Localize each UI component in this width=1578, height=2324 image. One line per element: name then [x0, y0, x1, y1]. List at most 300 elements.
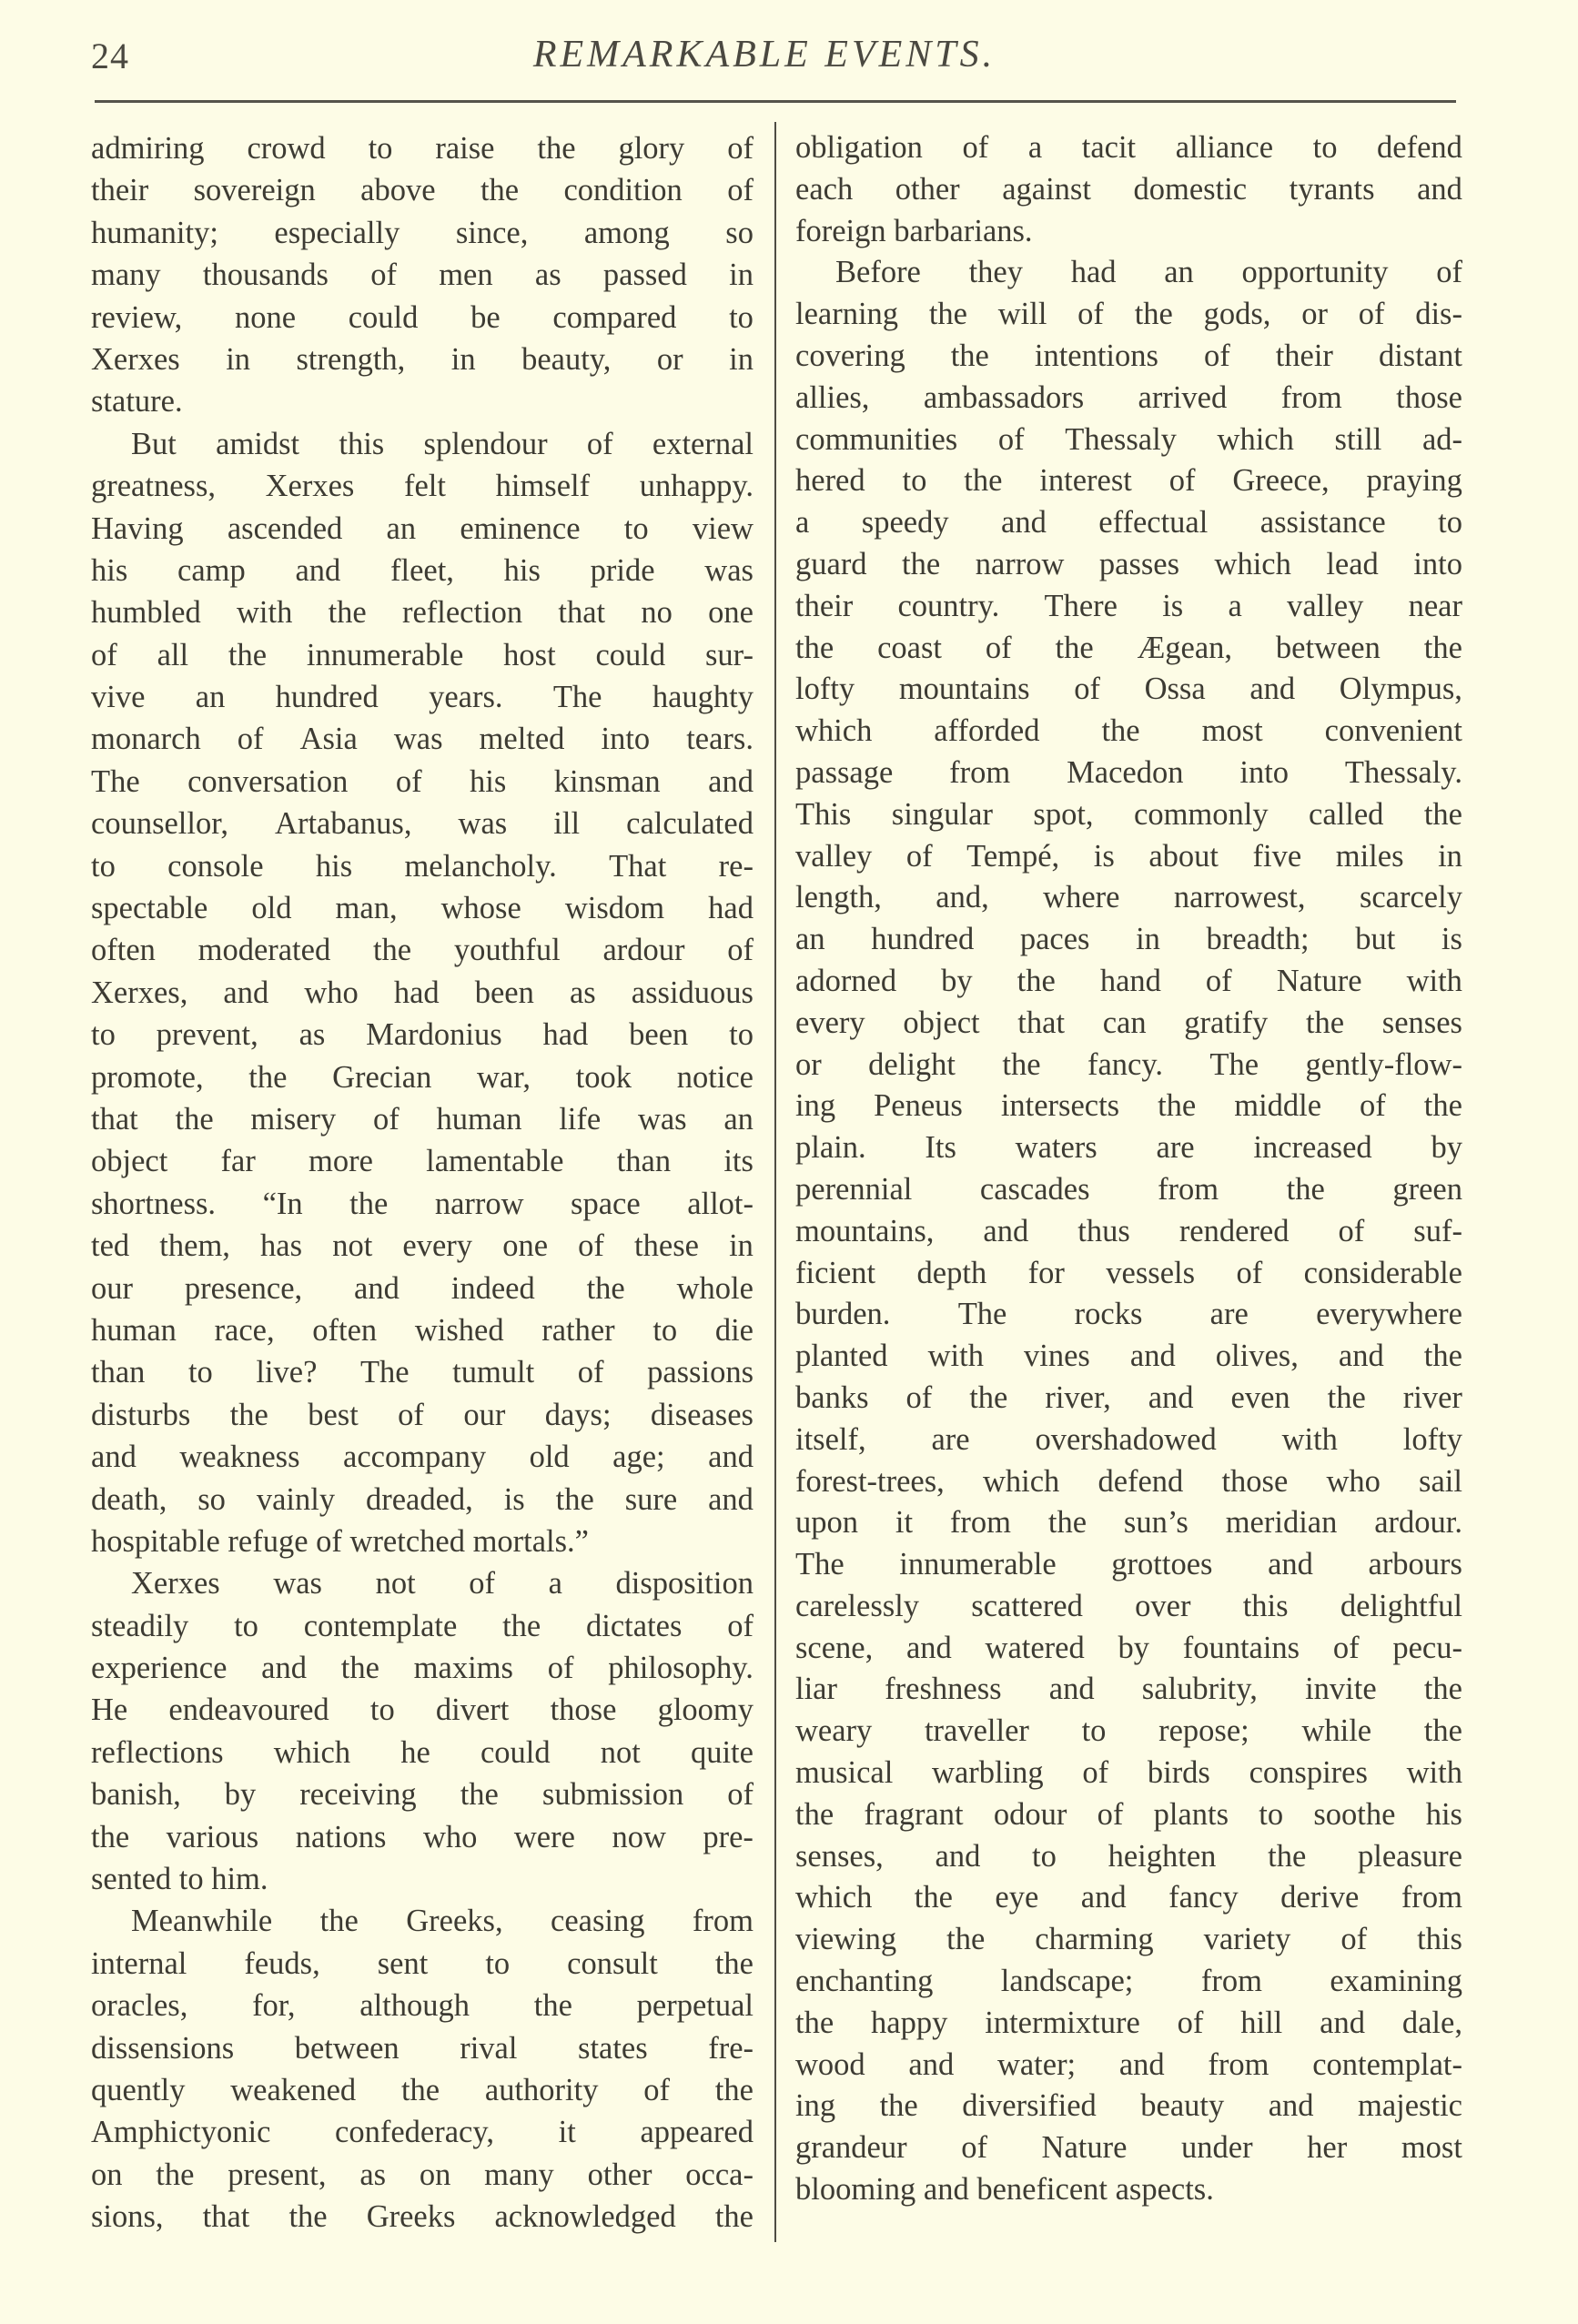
text-line — [795, 2127, 1462, 2169]
word: states — [578, 2030, 648, 2066]
word: contemplate — [303, 1608, 458, 1643]
word: Ossa — [1144, 672, 1206, 707]
word: were — [513, 1819, 575, 1854]
text-line — [91, 1900, 754, 1942]
word: our — [91, 1270, 133, 1306]
text-line — [795, 586, 1462, 628]
word: race, — [214, 1312, 275, 1348]
word: overshadowed — [1035, 1421, 1217, 1457]
text-line — [795, 1502, 1462, 1544]
word: sure — [624, 1481, 678, 1517]
word: as — [359, 2157, 387, 2192]
word: the — [1286, 1171, 1325, 1207]
word: or — [1301, 297, 1328, 332]
word: of — [961, 2130, 987, 2166]
word: are — [931, 1421, 970, 1457]
word: the — [533, 1988, 572, 2024]
word: the — [372, 933, 412, 968]
text-line — [91, 761, 754, 803]
word: plants — [1153, 1796, 1229, 1832]
word: now — [612, 1819, 666, 1854]
word: carelessly — [795, 1588, 920, 1623]
word: pecu- — [1392, 1630, 1462, 1665]
word: heighten — [1108, 1838, 1217, 1874]
word: vines — [1024, 1339, 1090, 1374]
word: scarcely — [1359, 880, 1462, 915]
word: miles — [1335, 838, 1404, 874]
word: repose; — [1158, 1713, 1249, 1749]
word: from — [692, 1904, 754, 1939]
word: landscape; — [1000, 1964, 1134, 1999]
word: and — [295, 552, 341, 588]
word: of — [1168, 463, 1196, 499]
word: of — [1338, 1213, 1365, 1248]
word: Thessaly — [1065, 421, 1177, 457]
word: this — [1417, 1922, 1462, 1957]
word: where — [1043, 880, 1120, 915]
text-line — [91, 1732, 754, 1773]
word: the — [1423, 1672, 1462, 1707]
word: the — [288, 2199, 328, 2235]
word: narrowest, — [1173, 880, 1306, 915]
word: a — [795, 505, 810, 541]
word: intersects — [1000, 1088, 1120, 1124]
word: had — [1070, 255, 1117, 290]
word: an — [795, 922, 825, 957]
word: The — [1209, 1046, 1259, 1082]
word: acknowledged — [494, 2199, 676, 2235]
text-line — [91, 1816, 754, 1858]
text-line — [91, 1479, 754, 1521]
text-line — [795, 1919, 1462, 1961]
word: the — [480, 173, 520, 208]
word: senses, — [795, 1838, 884, 1874]
word: commonly — [1134, 796, 1269, 832]
word: present, — [228, 2157, 327, 2192]
word: the — [1423, 1713, 1462, 1749]
text-line — [91, 1562, 754, 1604]
word: is — [503, 1481, 525, 1517]
word: experience — [91, 1651, 228, 1686]
word: near — [1408, 588, 1462, 623]
text-line — [91, 1056, 754, 1098]
word: their — [795, 588, 854, 623]
word: He — [91, 1692, 128, 1728]
word: Mardonius — [366, 1017, 502, 1053]
text-line — [795, 1628, 1462, 1670]
word: increased — [1253, 1130, 1372, 1166]
word: between — [294, 2030, 400, 2066]
word: fre- — [708, 2030, 754, 2066]
text-line — [795, 1045, 1462, 1086]
text-line — [91, 1098, 754, 1140]
word: that — [202, 2199, 250, 2235]
word: Thessaly. — [1344, 754, 1462, 790]
right-column — [795, 127, 1462, 2211]
word: against — [1002, 171, 1091, 207]
word: the — [248, 1059, 288, 1095]
word: of — [373, 1101, 400, 1137]
word: Artabanus, — [275, 806, 412, 842]
word: counsellor, — [91, 806, 228, 842]
word: the — [1305, 1005, 1345, 1040]
text-line — [795, 753, 1462, 794]
word: had — [542, 1017, 589, 1053]
word: none — [234, 299, 297, 335]
word: hered — [795, 463, 865, 499]
word: the — [1002, 1046, 1041, 1082]
word: scattered — [971, 1588, 1083, 1623]
text-line — [91, 718, 754, 760]
word: of — [905, 838, 933, 874]
word: to — [91, 848, 116, 884]
word: a — [1228, 588, 1242, 623]
text-line — [795, 1086, 1462, 1127]
word: of — [905, 1379, 933, 1415]
word: arbours — [1368, 1547, 1462, 1582]
word: was — [393, 722, 443, 757]
word: far — [220, 1144, 256, 1179]
word: tears. — [686, 722, 754, 757]
word: depth — [916, 1255, 987, 1290]
word: this — [339, 426, 385, 461]
word: the — [879, 2088, 918, 2124]
text-line — [795, 1961, 1462, 2003]
text-line — [91, 465, 754, 507]
word: which — [1214, 546, 1291, 581]
word: each — [795, 171, 854, 207]
word: the — [928, 297, 967, 332]
word: ing — [795, 2088, 836, 2124]
word: from — [1208, 2046, 1269, 2082]
word: consult — [567, 1945, 658, 1981]
word: it — [895, 1505, 914, 1541]
word: calculated — [626, 806, 754, 842]
word: feuds, — [244, 1945, 320, 1981]
word: ardour. — [1374, 1505, 1462, 1541]
word: adorned — [795, 963, 897, 998]
text-line — [91, 1436, 754, 1478]
word: other — [895, 171, 960, 207]
word: maxims — [413, 1651, 513, 1686]
word: and — [1048, 1672, 1095, 1707]
word: diseases — [650, 1397, 754, 1432]
word: external — [652, 426, 754, 461]
word: vessels — [1106, 1255, 1196, 1290]
word: middle — [1234, 1088, 1322, 1124]
word: quite — [690, 1734, 754, 1770]
word: spectable — [91, 891, 208, 926]
word: presence, — [184, 1270, 303, 1306]
text-line — [91, 972, 754, 1014]
word: watered — [985, 1630, 1085, 1665]
word: Peneus — [874, 1088, 963, 1124]
word: diversified — [962, 2088, 1097, 2124]
word: ill — [553, 806, 581, 842]
word: vive — [91, 680, 146, 715]
word: passed — [602, 258, 687, 293]
word: opportunity — [1241, 255, 1389, 290]
word: in — [450, 341, 476, 377]
text-line — [795, 1127, 1462, 1169]
word: effectual — [1098, 505, 1209, 541]
word: as — [298, 1017, 326, 1053]
word: and — [1001, 505, 1047, 541]
word: of — [643, 2072, 670, 2107]
word: hand — [1099, 963, 1161, 998]
word: that — [1017, 1005, 1066, 1040]
word: defend — [1377, 130, 1462, 165]
word: ing — [795, 1088, 836, 1124]
word: age; — [612, 1440, 665, 1475]
text-line — [91, 297, 754, 338]
word: in — [729, 258, 754, 293]
word: most — [1201, 713, 1263, 749]
word: could — [348, 299, 419, 335]
word: wisdom — [564, 891, 665, 926]
word: to — [369, 1692, 395, 1728]
word: could — [480, 1734, 551, 1770]
word: misery — [250, 1101, 337, 1137]
column-divider — [774, 122, 776, 2242]
word: cascades — [979, 1171, 1090, 1207]
word: weary — [795, 1713, 873, 1749]
word: sun’s — [1123, 1505, 1189, 1541]
word: often — [91, 933, 156, 968]
word: waters — [1015, 1130, 1098, 1166]
word: of — [395, 763, 422, 799]
word: conspires — [1249, 1755, 1368, 1791]
word: the — [1327, 1379, 1366, 1415]
word: and — [1417, 171, 1462, 207]
word: between — [1275, 630, 1381, 665]
word: assistance — [1259, 505, 1386, 541]
word: above — [360, 173, 436, 208]
word: humanity; — [91, 215, 218, 250]
word: submission — [541, 1777, 684, 1813]
word: which — [1217, 421, 1294, 457]
word: an — [386, 510, 417, 546]
text-line — [795, 2045, 1462, 2087]
word: lofty — [1402, 1421, 1462, 1457]
word: been — [474, 975, 534, 1010]
word: are — [1209, 1297, 1249, 1332]
word: Xerxes — [265, 469, 355, 504]
word: beauty — [1140, 2088, 1225, 2124]
word: Asia — [299, 722, 358, 757]
word: to — [91, 1017, 116, 1053]
word: reflection — [401, 595, 523, 631]
word: with — [1281, 1421, 1338, 1457]
text-line — [91, 254, 754, 296]
word: could — [595, 637, 666, 672]
text-line — [91, 929, 754, 971]
word: camp — [177, 552, 246, 588]
word: in — [1136, 922, 1160, 957]
word: of — [1358, 297, 1385, 332]
word: weakened — [230, 2072, 357, 2107]
text-line — [795, 502, 1462, 544]
word: the — [714, 2072, 754, 2107]
word: grandeur — [795, 2130, 907, 2166]
word: lead — [1326, 546, 1379, 581]
word: forest-trees, — [795, 1463, 945, 1499]
word: Tempé, — [966, 838, 1060, 874]
word: an — [195, 680, 226, 715]
word: the — [400, 2072, 440, 2107]
word: and — [91, 1440, 137, 1475]
word: haughty — [652, 680, 754, 715]
word: who — [1326, 1463, 1381, 1499]
word: freshness — [885, 1672, 1002, 1707]
word: lamentable — [426, 1144, 564, 1179]
text-line — [91, 169, 754, 211]
word: valley — [1287, 588, 1364, 623]
text-line — [91, 845, 754, 887]
word: of — [469, 1566, 495, 1602]
word: itself, — [795, 1421, 866, 1457]
word: of — [1203, 338, 1230, 373]
word: promote, — [91, 1059, 204, 1095]
word: those — [550, 1692, 617, 1728]
word: ascended — [227, 510, 343, 546]
word: mountains — [898, 672, 1030, 707]
text-line — [795, 1544, 1462, 1586]
word: The — [957, 1297, 1007, 1332]
word: praying — [1366, 463, 1462, 499]
word: ad- — [1421, 421, 1462, 457]
word: glory — [618, 131, 685, 166]
word: although — [359, 1988, 470, 2024]
word: of — [1332, 1630, 1360, 1665]
word: who — [304, 975, 359, 1010]
word: There — [1044, 588, 1118, 623]
text-line — [91, 1351, 754, 1393]
word: speedy — [861, 505, 949, 541]
word: live? — [256, 1355, 318, 1390]
word: of — [577, 1355, 604, 1390]
word: invite — [1305, 1672, 1377, 1707]
word: of — [962, 130, 989, 165]
word: every — [795, 1005, 865, 1040]
word: into — [601, 722, 651, 757]
word: musical — [795, 1755, 894, 1791]
word: eye — [995, 1880, 1039, 1915]
text-line — [795, 169, 1462, 211]
word: This — [795, 796, 852, 832]
word: gently-flow- — [1305, 1046, 1462, 1082]
word: sovereign — [193, 173, 316, 208]
text-line — [91, 338, 754, 380]
text-line — [795, 1586, 1462, 1628]
word: narrow — [434, 1186, 524, 1221]
word: and — [1249, 672, 1296, 707]
word: plain. — [795, 1130, 866, 1166]
word: fountains — [1182, 1630, 1300, 1665]
text-line — [91, 550, 754, 591]
word: on — [91, 2157, 123, 2192]
word: the — [586, 1270, 625, 1306]
word: divert — [435, 1692, 510, 1728]
word: still — [1334, 421, 1382, 457]
text-line — [795, 378, 1462, 419]
word: Greece, — [1232, 463, 1330, 499]
text-line — [91, 1183, 754, 1225]
word: The — [91, 763, 140, 799]
text-line — [91, 508, 754, 550]
word: domestic — [1133, 171, 1248, 207]
word: singular — [891, 796, 993, 832]
word: especially — [274, 215, 400, 250]
word: the — [1423, 630, 1462, 665]
word: old — [529, 1440, 570, 1475]
text-line — [91, 1394, 754, 1436]
word: these — [634, 1228, 699, 1264]
word: often — [312, 1312, 378, 1348]
word: sur- — [704, 637, 754, 672]
word: of — [1074, 672, 1100, 707]
word: which — [795, 1880, 873, 1915]
word: intentions — [1034, 338, 1158, 373]
word: the — [950, 338, 989, 373]
word: steadily — [91, 1608, 189, 1643]
word: authority — [484, 2072, 599, 2107]
word: various — [166, 1819, 259, 1854]
word: them, — [159, 1228, 230, 1264]
word: will — [997, 297, 1047, 332]
word: The — [552, 680, 602, 715]
word: human — [436, 1101, 522, 1137]
word: to — [187, 1355, 213, 1390]
word: viewing — [795, 1922, 897, 1957]
word: an — [723, 1101, 754, 1137]
word: its — [723, 1144, 754, 1179]
word: of — [727, 173, 754, 208]
word: country. — [897, 588, 1000, 623]
word: to — [623, 510, 649, 546]
word: had — [708, 891, 754, 926]
word: moderated — [197, 933, 331, 968]
word: with — [236, 595, 293, 631]
word: five — [1252, 838, 1302, 874]
word: of — [578, 1228, 604, 1264]
word: amidst — [216, 426, 300, 461]
word: liar — [795, 1672, 837, 1707]
word: their — [91, 173, 149, 208]
word: allies, — [795, 379, 870, 415]
word: the — [1268, 1838, 1307, 1874]
word: Before — [835, 255, 921, 290]
word: the — [156, 2157, 195, 2192]
word: sions, — [91, 2199, 164, 2235]
word: of — [1360, 1088, 1386, 1124]
word: and — [983, 1213, 1029, 1248]
word: and — [708, 763, 754, 799]
word: rather — [541, 1312, 615, 1348]
word: that — [558, 595, 606, 631]
text-line — [91, 1985, 754, 2026]
word: covering — [795, 338, 905, 373]
word: life — [559, 1101, 602, 1137]
word: olives, — [1215, 1339, 1299, 1374]
word: into — [1413, 546, 1462, 581]
word: by — [1118, 1630, 1149, 1665]
word: contemplat- — [1312, 2046, 1462, 2082]
text-line — [91, 803, 754, 844]
word: the — [914, 1880, 953, 1915]
word: planted — [795, 1339, 888, 1374]
word: perpetual — [636, 1988, 754, 2024]
